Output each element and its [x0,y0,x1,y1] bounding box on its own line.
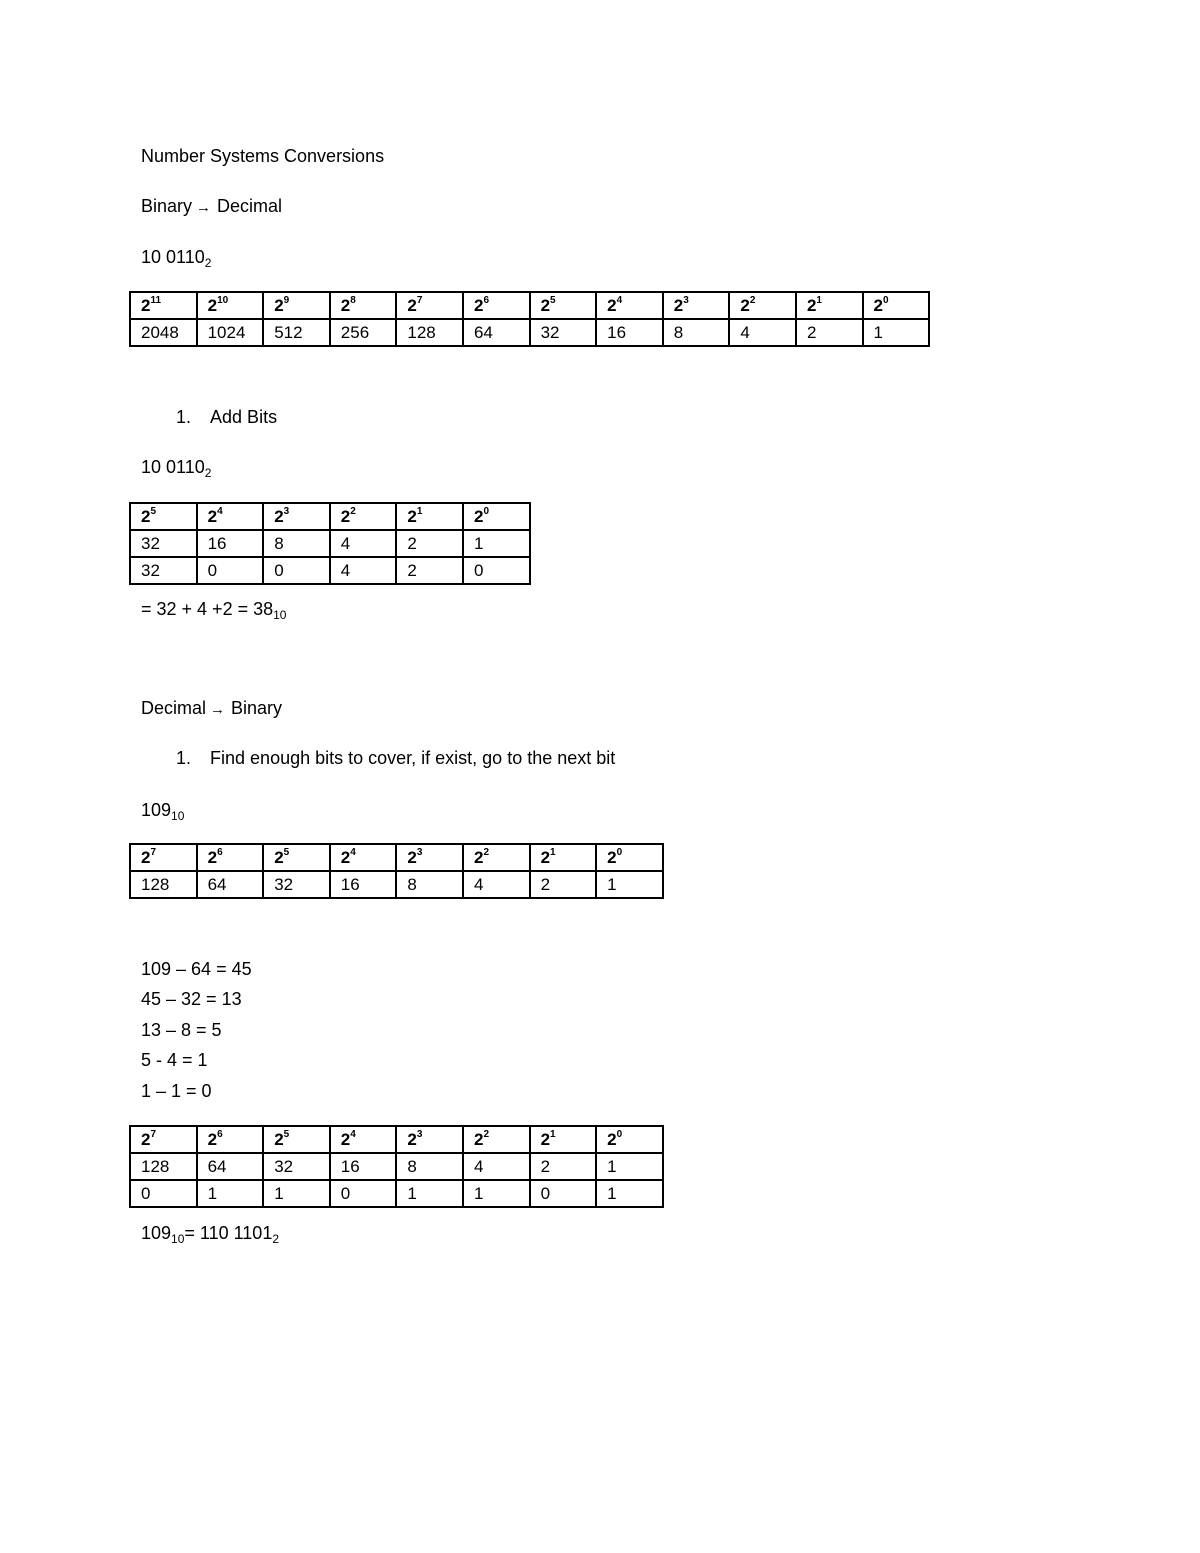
power-header-cell: $2^0$ [596,844,663,871]
exponent-row [130,1126,663,1153]
decimal-to-binary-result-table [129,1125,664,1208]
place-value-cell: 128 [396,319,463,346]
power-header-cell: $2^6$ [197,844,264,871]
value-row [130,1153,663,1180]
place-value-cell: 16 [197,530,264,557]
place-value-cell: 4 [729,319,796,346]
bit-cell: 1 [197,1180,264,1207]
exponent-row [130,503,530,530]
result-expression: = 32 + 4 +2 = 38 [141,599,274,619]
value-row [130,530,530,557]
binary-result [141,598,286,620]
place-value-cell: 128 [130,871,197,898]
power-header-cell: $2^8$ [330,292,397,319]
power-header-cell: $2^1$ [396,503,463,530]
power-header-cell: $2^{11}$ [130,292,197,319]
base-subscript: 10 [273,608,287,622]
value-row [130,871,663,898]
bit-cell: 2 [396,557,463,584]
base-subscript: 2 [204,466,212,480]
step-label: Find enough bits to cover, if exist, go to the next bit [210,748,616,768]
bit-cell: 1 [396,1180,463,1207]
heading-from: Binary [141,196,193,216]
place-value-cell: 16 [330,1153,397,1180]
place-value-cell: 1 [463,530,530,557]
base-subscript: 10 [171,809,185,823]
powers-of-two-table-12 [129,291,930,347]
place-value-cell: 2 [530,1153,597,1180]
exponent-row [130,292,929,319]
base-subscript: 10 [171,1232,185,1246]
place-value-cell: 64 [197,1153,264,1180]
powers-of-two-table-8 [129,843,664,899]
add-bits-table [129,502,531,585]
place-value-cell: 4 [463,1153,530,1180]
binary-example-2 [141,456,211,478]
power-header-cell: $2^2$ [330,503,397,530]
power-header-cell: $2^5$ [530,292,597,319]
power-header-cell: $2^7$ [396,292,463,319]
power-header-cell: $2^6$ [197,1126,264,1153]
base-subscript: 2 [204,256,212,270]
power-header-cell: $2^9$ [263,292,330,319]
place-value-cell: 8 [663,319,730,346]
binary-number: 10 0110 [141,247,205,267]
subtraction-step: 1 – 1 = 0 [141,1081,212,1101]
place-value-cell: 32 [530,319,597,346]
power-header-cell: $2^1$ [796,292,863,319]
power-header-cell: $2^0$ [596,1126,663,1153]
binary-example [141,246,211,268]
bit-value-row [130,557,530,584]
place-value-cell: 1 [596,1153,663,1180]
bit-cell: 0 [330,1180,397,1207]
place-value-cell: 64 [463,319,530,346]
subtraction-step: 13 – 8 = 5 [141,1020,222,1040]
right-arrow-icon: → [210,701,226,718]
bit-cell: 32 [130,557,197,584]
power-header-cell: $2^2$ [729,292,796,319]
step-label: Add Bits [210,407,278,427]
power-header-cell: $2^4$ [197,503,264,530]
binary-number: 10 0110 [141,457,205,477]
power-header-cell: $2^4$ [330,1126,397,1153]
power-header-cell: $2^0$ [863,292,930,319]
place-value-cell: 16 [596,319,663,346]
power-header-cell: $2^1$ [530,844,597,871]
place-value-cell: 1 [596,871,663,898]
place-value-cell: 64 [197,871,264,898]
subtraction-step: 5 - 4 = 1 [141,1050,208,1070]
subtraction-step: 45 – 32 = 13 [141,989,242,1009]
power-header-cell: $2^3$ [263,503,330,530]
bit-cell: 1 [596,1180,663,1207]
decimal-example [141,799,184,821]
place-value-cell: 32 [263,871,330,898]
heading-to: Binary [231,698,283,718]
power-header-cell: $2^2$ [463,844,530,871]
place-value-cell: 4 [330,530,397,557]
place-value-cell: 2 [530,871,597,898]
power-header-cell: $2^3$ [396,1126,463,1153]
bit-cell: 1 [463,1180,530,1207]
bit-cell: 0 [197,557,264,584]
power-header-cell: $2^4$ [330,844,397,871]
exponent-row [130,844,663,871]
power-header-cell: $2^0$ [463,503,530,530]
power-header-cell: $2^7$ [130,844,197,871]
place-value-cell: 2 [396,530,463,557]
subtraction-step: 109 – 64 = 45 [141,959,252,979]
power-header-cell: $2^5$ [130,503,197,530]
result-expression: = 110 1101 [184,1223,273,1243]
place-value-cell: 4 [463,871,530,898]
power-header-cell: $2^5$ [263,844,330,871]
place-value-cell: 16 [330,871,397,898]
bit-cell: 0 [130,1180,197,1207]
place-value-cell: 2048 [130,319,197,346]
place-value-cell: 32 [130,530,197,557]
value-row [130,319,929,346]
right-arrow-icon: → [196,199,212,216]
heading-to: Decimal [217,196,283,216]
bit-cell: 0 [463,557,530,584]
place-value-cell: 2 [796,319,863,346]
section-heading-binary-to-decimal [141,195,282,219]
power-header-cell: $2^3$ [663,292,730,319]
step-number: 1. [176,407,192,427]
power-header-cell: $2^5$ [263,1126,330,1153]
bit-cell: 1 [263,1180,330,1207]
power-header-cell: $2^{10}$ [197,292,264,319]
power-header-cell: $2^7$ [130,1126,197,1153]
bit-cell: 4 [330,557,397,584]
power-header-cell: $2^2$ [463,1126,530,1153]
decimal-number: 109 [141,1223,172,1243]
place-value-cell: 512 [263,319,330,346]
place-value-cell: 256 [330,319,397,346]
place-value-cell: 8 [396,871,463,898]
place-value-cell: 8 [263,530,330,557]
power-header-cell: $2^4$ [596,292,663,319]
step-number: 1. [176,748,192,768]
bit-cell: 0 [263,557,330,584]
bit-value-row [130,1180,663,1207]
base-subscript: 2 [272,1232,280,1246]
place-value-cell: 8 [396,1153,463,1180]
power-header-cell: $2^1$ [530,1126,597,1153]
place-value-cell: 1024 [197,319,264,346]
heading-from: Decimal [141,698,207,718]
step-find-bits [176,747,615,769]
step-add-bits [176,406,277,428]
section-heading-decimal-to-binary [141,697,282,721]
decimal-number: 109 [141,800,172,820]
place-value-cell: 32 [263,1153,330,1180]
place-value-cell: 128 [130,1153,197,1180]
place-value-cell: 1 [863,319,930,346]
page-title: Number Systems Conversions [141,146,385,166]
power-header-cell: $2^3$ [396,844,463,871]
bit-cell: 0 [530,1180,597,1207]
power-header-cell: $2^6$ [463,292,530,319]
decimal-result [141,1222,279,1244]
